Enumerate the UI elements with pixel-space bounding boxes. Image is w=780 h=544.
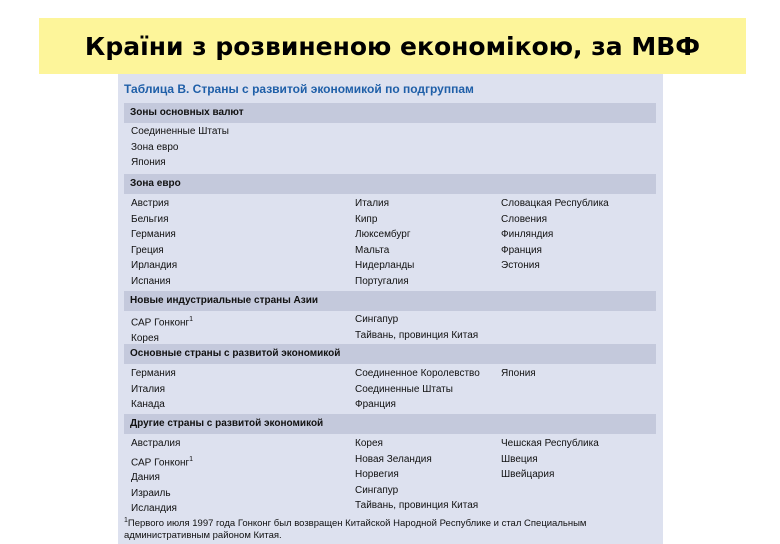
country-item: Соединенные Штаты <box>131 126 229 137</box>
footnote-text: Первого июля 1997 года Гонконг был возвращен Китайской Народной Республике и стал Специальным административным районом Китая. <box>124 518 587 542</box>
table-caption: Таблица В. Страны с развитой экономикой по подгруппам <box>124 82 474 96</box>
country-item: Новая Зеландия <box>355 453 432 465</box>
section-header-asian-nics: Новые индустриальные страны Азии <box>124 291 656 311</box>
country-item: Канада <box>131 399 165 410</box>
country-item: Израиль <box>131 487 171 499</box>
country-item: Люксембург <box>355 229 411 240</box>
section-column <box>501 196 609 274</box>
section-header-major-currencies: Зоны основных валют <box>124 103 656 123</box>
country-item: Соединенное Королевство <box>355 368 480 379</box>
section-column <box>355 366 480 413</box>
section-column <box>131 436 193 517</box>
slide-title: Країни з розвиненою економікою, за МВФ <box>84 31 701 61</box>
section-column <box>131 124 229 171</box>
country-item: Греция <box>131 244 164 256</box>
country-item: Норвегия <box>355 469 399 480</box>
country-item: Австрия <box>131 198 170 209</box>
section-column <box>501 366 536 382</box>
country-item: Швейцария <box>501 469 555 480</box>
section-header-major-advanced: Основные страны с развитой экономикой <box>124 344 656 364</box>
section-column <box>131 366 176 413</box>
table-footnote <box>124 515 660 542</box>
country-item: Франция <box>501 244 542 256</box>
country-item: Корея <box>355 438 383 449</box>
country-item: Испания <box>131 275 171 287</box>
country-item: Мальта <box>355 244 390 256</box>
slide-title-banner <box>39 18 746 74</box>
country-item: Тайвань, провинция Китая <box>355 500 479 511</box>
country-item: Тайвань, провинция Китая <box>355 329 479 341</box>
footnote-marker: 1 <box>189 316 194 323</box>
country-item: Словацкая Республика <box>501 198 609 209</box>
country-item: Бельгия <box>131 213 169 225</box>
section-column <box>355 312 478 343</box>
country-item: Сингапур <box>355 484 399 496</box>
country-item: Германия <box>131 368 176 379</box>
country-item: Эстония <box>501 260 540 271</box>
country-name: САР Гонконг <box>131 456 190 468</box>
country-item: Португалия <box>355 275 409 287</box>
section-column <box>355 196 414 289</box>
country-item: Германия <box>131 229 176 240</box>
country-item: Нидерланды <box>355 260 415 271</box>
country-item: Япония <box>131 157 166 168</box>
section-column <box>501 436 599 483</box>
section-header-euro-area: Зона евро <box>124 174 656 194</box>
country-item: Соединенные Штаты <box>355 383 453 395</box>
country-item: Швеция <box>501 453 538 465</box>
country-item: Ирландия <box>131 260 178 271</box>
country-item: Сингапур <box>355 314 399 325</box>
country-item: Исландия <box>131 503 177 515</box>
country-item: Чешская Республика <box>501 438 599 449</box>
country-item: Япония <box>501 368 536 379</box>
footnote-marker: 1 <box>124 517 128 524</box>
section-column <box>131 312 193 346</box>
country-item <box>131 452 193 471</box>
country-item: Франция <box>355 399 396 410</box>
country-item: Корея <box>131 332 159 344</box>
section-column <box>355 436 478 514</box>
footnote-marker: 1 <box>189 455 194 463</box>
country-item: Дания <box>131 472 160 484</box>
country-item <box>131 312 193 331</box>
section-column <box>131 196 177 289</box>
country-name: САР Гонконг <box>131 317 190 329</box>
country-item: Италия <box>355 198 390 209</box>
country-table <box>118 74 663 544</box>
country-item: Австралия <box>131 438 181 449</box>
country-item: Италия <box>131 383 166 395</box>
country-item: Финляндия <box>501 229 554 240</box>
section-header-other-advanced: Другие страны с развитой экономикой <box>124 414 656 434</box>
country-item: Кипр <box>355 213 378 225</box>
country-item: Словения <box>501 213 548 225</box>
country-item: Зона евро <box>131 141 179 153</box>
